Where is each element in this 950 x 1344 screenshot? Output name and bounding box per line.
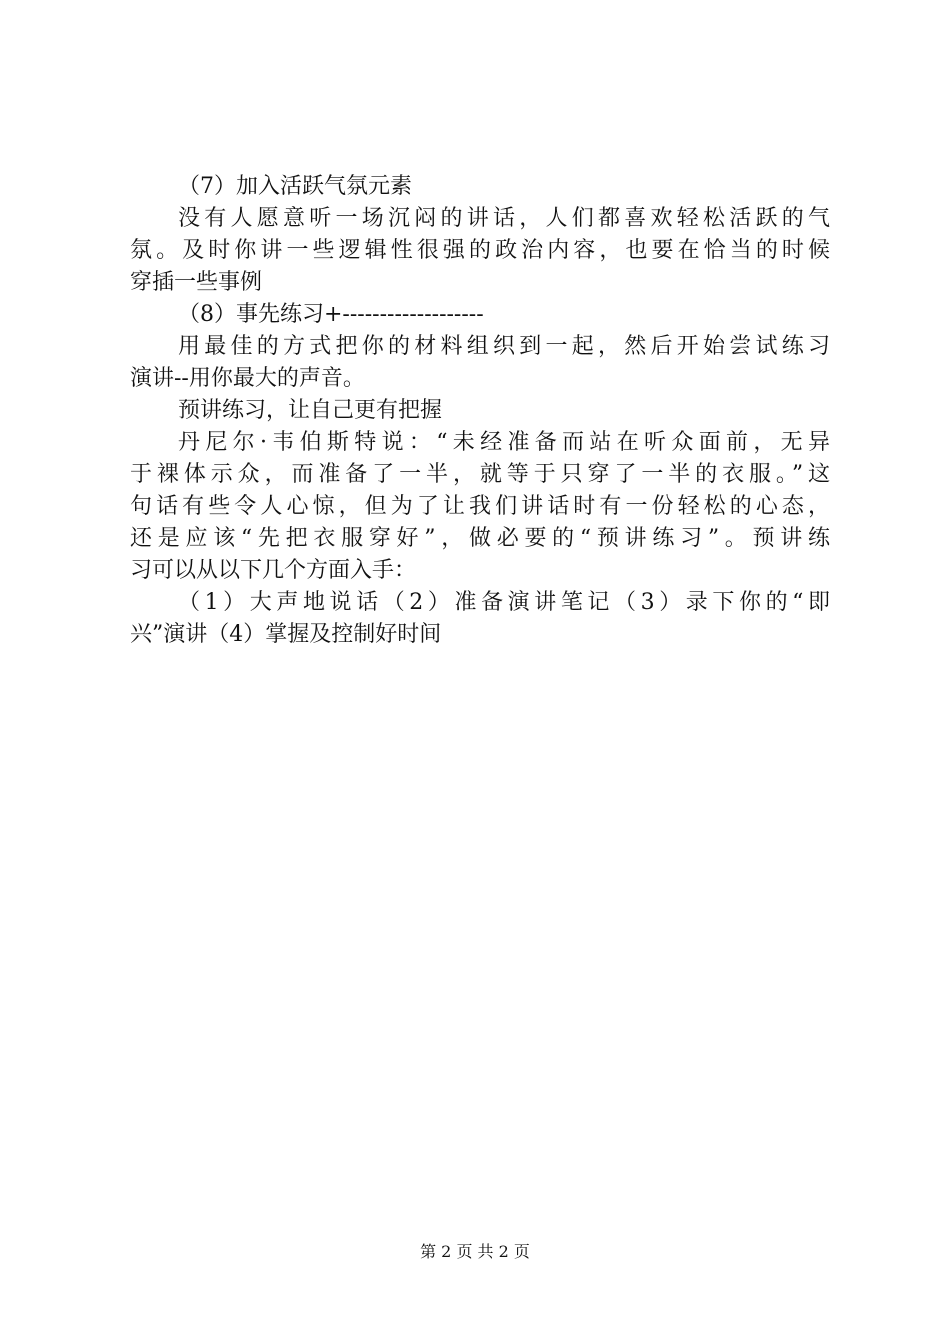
paragraph-line: 习可以从以下几个方面入手： xyxy=(130,558,417,583)
paragraph-line: 还是应该“先把衣服穿好”，做必要的“预讲练习”。预讲练 xyxy=(130,526,830,551)
paragraph-line: 没有人愿意听一场沉闷的讲话，人们都喜欢轻松活跃的气 xyxy=(178,206,830,231)
section-heading-7: （7）加入活跃气氛元素 xyxy=(178,174,412,199)
paragraph-line: 穿插一些事例 xyxy=(130,270,263,295)
paragraph-line: （1）大声地说话（2）准备演讲笔记（3）录下你的“即 xyxy=(178,590,830,615)
subheading: 预讲练习，让自己更有把握 xyxy=(178,398,443,423)
document-body xyxy=(130,171,830,651)
section-heading-8: （8）事先练习+------------------- xyxy=(178,302,484,327)
paragraph-line: 兴”演讲（4）掌握及控制好时间 xyxy=(130,622,442,647)
paragraph-line: 演讲--用你最大的声音。 xyxy=(130,366,365,391)
paragraph-line: 句话有些令人心惊，但为了让我们讲话时有一份轻松的心态， xyxy=(130,494,830,519)
page-footer: 第 2 页 共 2 页 xyxy=(420,1242,530,1261)
paragraph-line: 于裸体示众，而准备了一半，就等于只穿了一半的衣服。”这 xyxy=(130,462,830,487)
paragraph-line: 氛。及时你讲一些逻辑性很强的政治内容，也要在恰当的时候 xyxy=(130,238,830,263)
paragraph-line: 用最佳的方式把你的材料组织到一起，然后开始尝试练习 xyxy=(178,334,830,359)
paragraph-line: 丹尼尔·韦伯斯特说：“未经准备而站在听众面前，无异 xyxy=(178,430,830,455)
